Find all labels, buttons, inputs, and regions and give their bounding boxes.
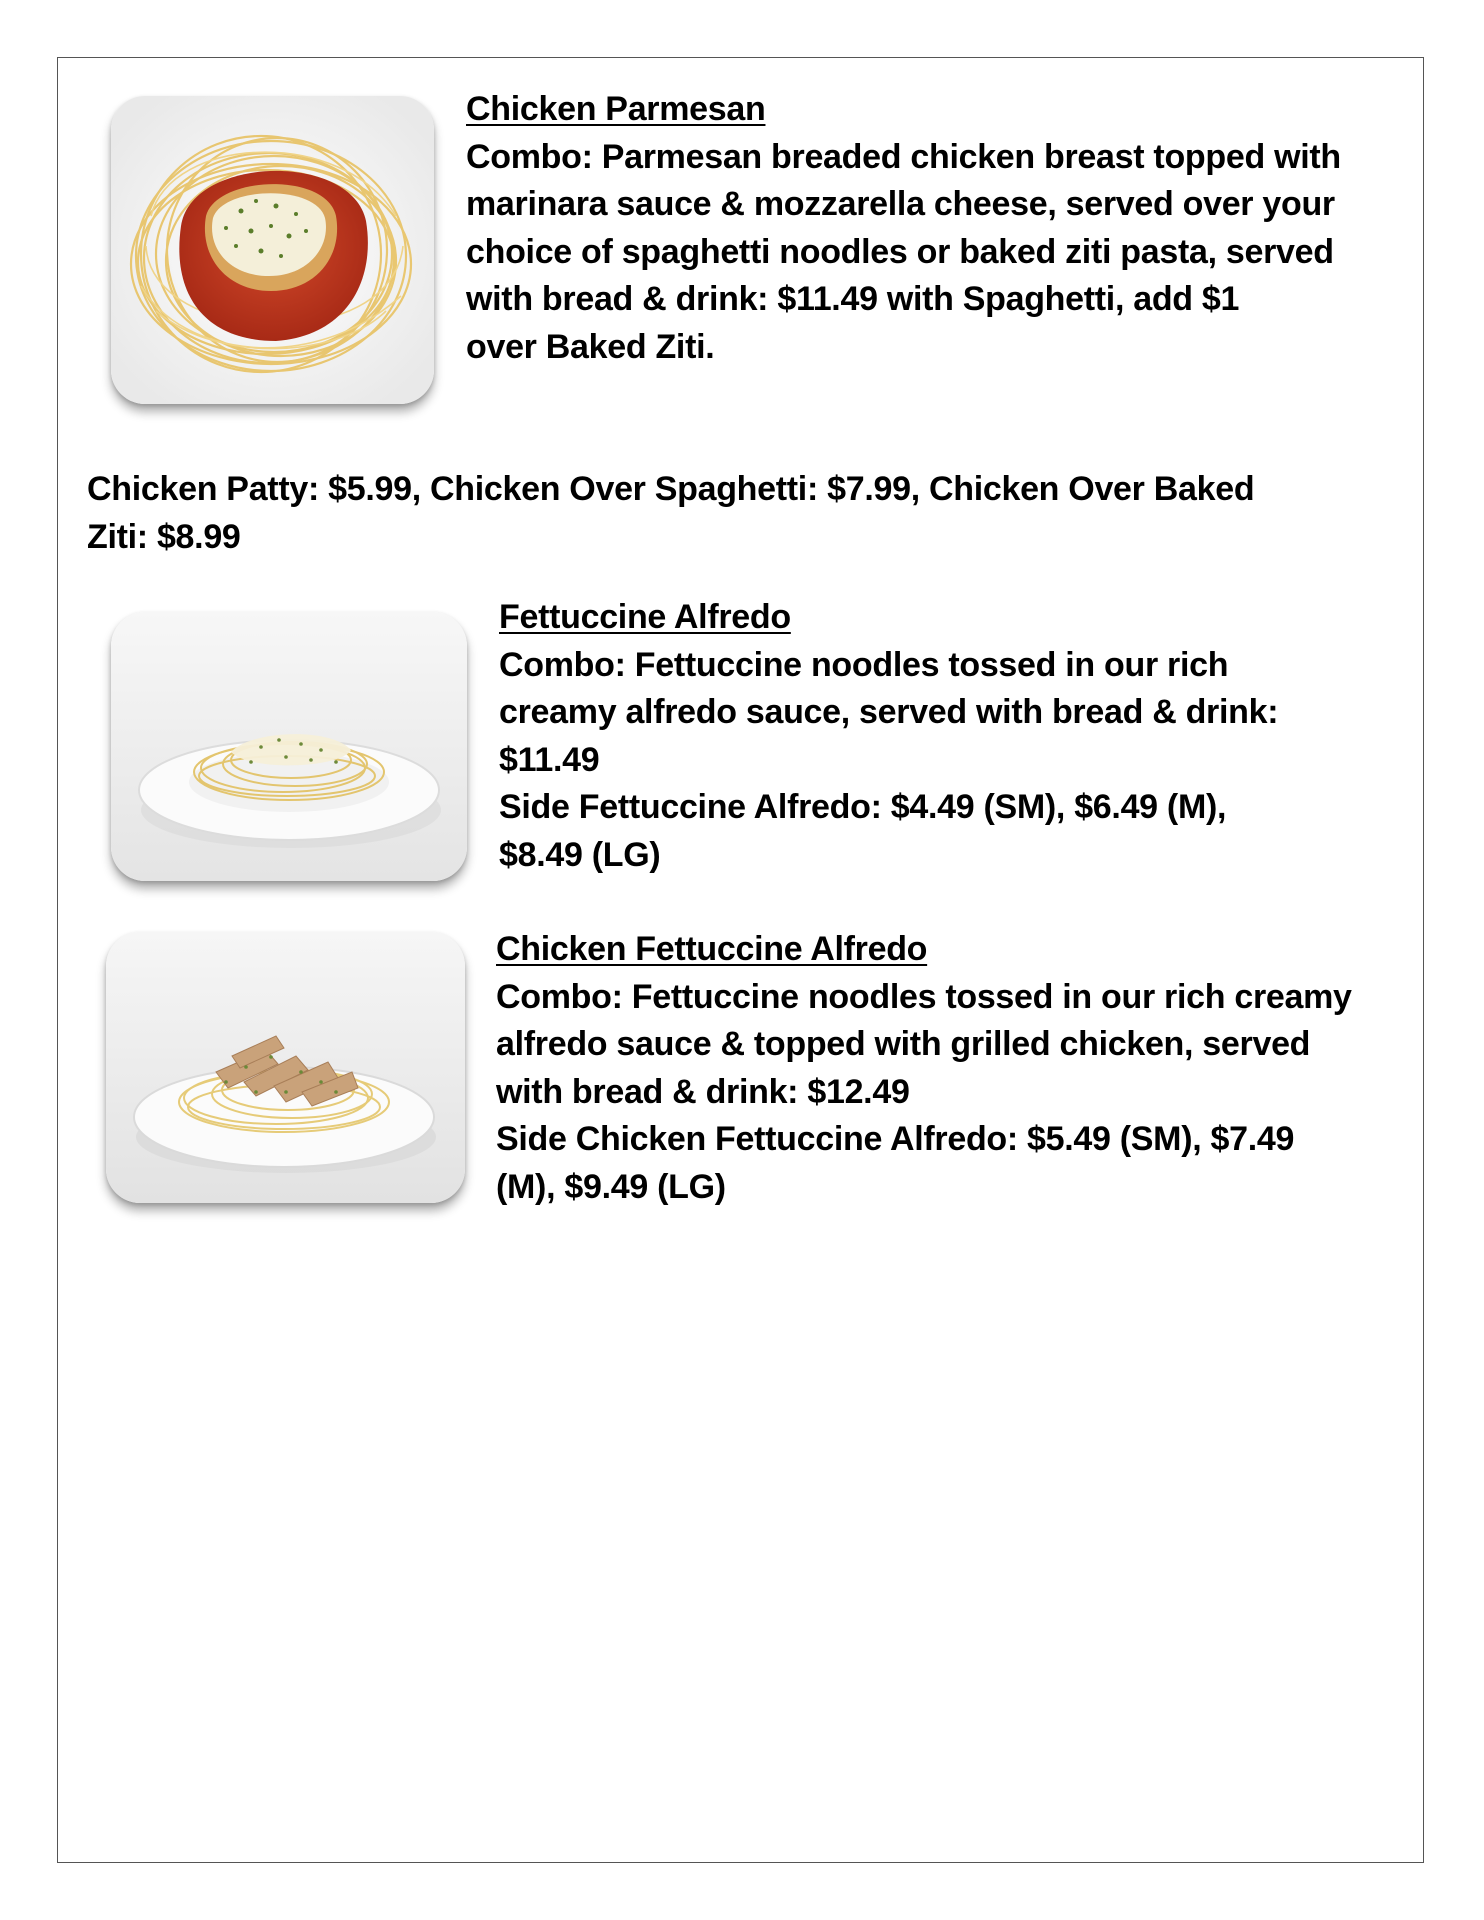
fettuccine-alfredo-icon bbox=[111, 612, 467, 881]
fettuccine-alfredo-title: Fettuccine Alfredo bbox=[499, 598, 791, 636]
chicken-extras-prices bbox=[87, 466, 1254, 561]
chicken-fettuccine-alfredo-section bbox=[496, 926, 1416, 1211]
chicken-parmesan-desc-line: with bread & drink: $11.49 with Spaghetti, add $1 bbox=[466, 280, 1240, 318]
chicken-fettuccine-alfredo-desc-line: with bread & drink: $12.49 bbox=[496, 1072, 910, 1111]
chicken-fettuccine-alfredo-desc-line: Side Chicken Fettuccine Alfredo: $5.49 (SM), $7.49 bbox=[496, 1120, 1295, 1158]
spaghetti-chicken-parmesan-icon bbox=[111, 96, 434, 404]
chicken-parmesan-desc-line: Combo: Parmesan breaded chicken breast topped with bbox=[466, 137, 1341, 176]
chicken-extras-line: Ziti: $8.99 bbox=[87, 517, 241, 556]
chicken-fettuccine-alfredo-desc-line: alfredo sauce & topped with grilled chicken, served bbox=[496, 1025, 1311, 1063]
fettuccine-alfredo-desc-line: Side Fettuccine Alfredo: $4.49 (SM), $6.49 (M), bbox=[499, 788, 1227, 826]
fettuccine-alfredo-desc-line: $11.49 bbox=[499, 740, 600, 779]
chicken-parmesan-desc-line: choice of spaghetti noodles or baked ziti pasta, served bbox=[466, 232, 1334, 271]
fettuccine-alfredo-desc-line: Combo: Fettuccine noodles tossed in our rich bbox=[499, 645, 1229, 684]
chicken-parmesan-title: Chicken Parmesan bbox=[466, 90, 766, 128]
chicken-fettuccine-alfredo-desc-line: Combo: Fettuccine noodles tossed in our rich creamy bbox=[496, 977, 1352, 1016]
chicken-parmesan-desc-line: over Baked Ziti. bbox=[466, 327, 715, 366]
fettuccine-alfredo-desc-line: creamy alfredo sauce, served with bread & drink: bbox=[499, 693, 1279, 731]
chicken-fettuccine-alfredo-icon bbox=[106, 932, 465, 1203]
fettuccine-alfredo-desc-line: $8.49 (LG) bbox=[499, 835, 661, 874]
chicken-fettuccine-alfredo-photo bbox=[106, 932, 465, 1203]
chicken-parmesan-desc-line: marinara sauce & mozzarella cheese, served over your bbox=[466, 185, 1335, 223]
chicken-extras-line: Chicken Patty: $5.99, Chicken Over Spaghetti: $7.99, Chicken Over Baked bbox=[87, 470, 1255, 508]
chicken-fettuccine-alfredo-title: Chicken Fettuccine Alfredo bbox=[496, 930, 928, 968]
fettuccine-alfredo-photo bbox=[111, 612, 467, 881]
chicken-parmesan-photo bbox=[111, 96, 434, 404]
chicken-parmesan-section bbox=[466, 86, 1406, 371]
chicken-fettuccine-alfredo-desc-line: (M), $9.49 (LG) bbox=[496, 1167, 726, 1206]
fettuccine-alfredo-section bbox=[499, 594, 1399, 879]
